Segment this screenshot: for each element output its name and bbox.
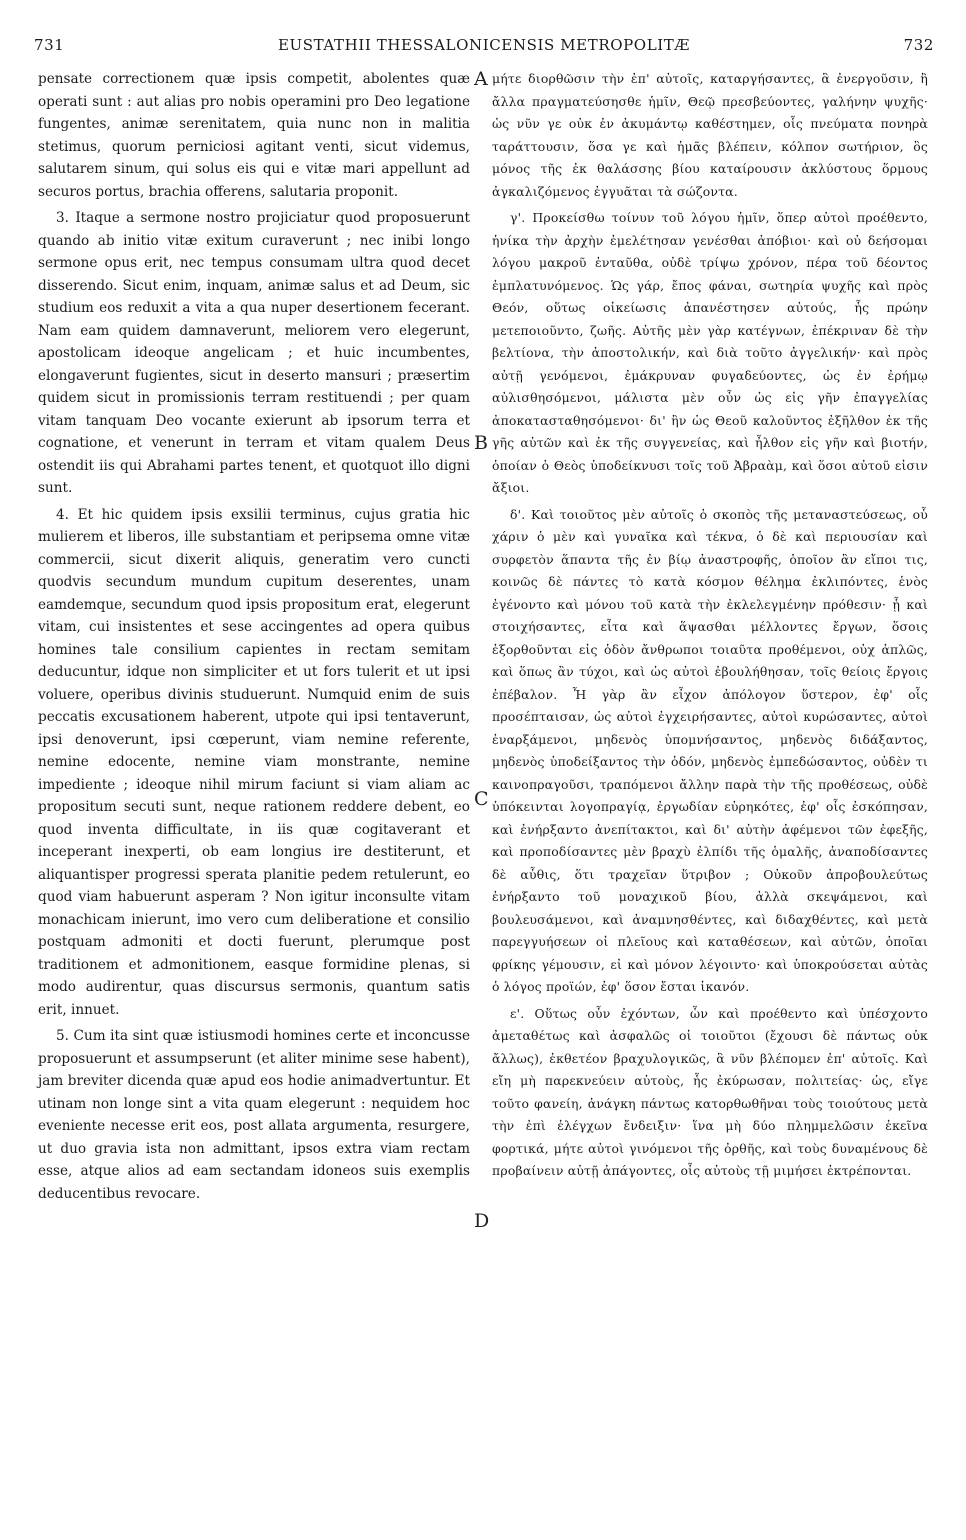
section-marker-c: C	[474, 788, 489, 810]
latin-column	[38, 68, 470, 1209]
greek-paragraph-3: γ'. Προκείσθω τοίνυν τοῦ λόγου ἡμῖν, ὅπερ αὐτοὶ προέθεντο, ἡνίκα τὴν ἀρχὴν ἐμελέτησαν γενέσθαι ἀπόβιοι· καὶ οὐ δεήσομαι λόγου μακροῦ ἐνταῦθα, οὐδὲ τρίψω χρόνον, πέρα τοῦ δέοντος ἐμπλατυνόμενος. Ὡς γάρ, ἔπος φάναι, σωτηρία ψυχῆς καὶ πρὸς Θεόν, οὕτως οἰκείωσις ἀπανέστησεν αὐτούς, ἧς πρώην μετεποιοῦντο, ζωῆς. Αὐτῆς μὲν γὰρ κατέγνων, ἐπέκριναν δὲ τὴν βελτίονα, τὴν ἀποστολικήν, καὶ διὰ τοῦτο ἀγγελικήν· καὶ πρὸς αὐτῇ γενόμενοι, ἐμάκρυναν φυγαδεύοντες, ὡς ἐν ἐρήμῳ αὐλισθησόμενοι, μάλιστα μὲν οὖν ὡς εἰς γῆν ἐπαγγελίας ἀποκατασταθησόμενοι· δι' ἣν ὡς Θεοῦ καλοῦντος ἐξῆλθον ἐκ τῆς γῆς αὐτῶν καὶ ἐκ τῆς συγγενείας, καὶ ἦλθον εἰς γῆν καὶ βιοτήν, ὁποίαν ὁ Θεὸς ὑποδείκνυσι τοῖς τοῦ Ἀβραὰμ, καὶ ὅσοι αὐτοῦ εἰσιν ἄξιοι.	[492, 210, 928, 495]
greek-paragraph-1: μήτε διορθῶσιν τὴν ἐπ' αὐτοῖς, καταργήσαντες, ἃ ἐνεργοῦσιν, ἢ ἄλλα πραγματεύσησθε ἡμῖν, Θεῷ πρεσβεύοντες, γαλήνην ψυχῆς· ὡς νῦν γε οὐκ ἐν ἀκυμάντῳ καθέστημεν, οἷς πνεύματα πονηρὰ ταράττουσιν, ὅσα γε καὶ ἡμᾶς βλέπειν, κόλπον σωτήριον, ὃς μόνος τῆς ἐκ θαλάσσης βίου καταίρουσιν ἀκλύστους ὅρμους ἀγκαλιζόμενος ἐγγυᾶται τὰ σώζοντα.	[492, 71, 928, 199]
greek-paragraph-5: ε'. Οὕτως οὖν ἐχόντων, ὧν καὶ προέθεντο καὶ ὑπέσχοντο ἀμεταθέτως καὶ ἀσφαλῶς οἱ τοιοῦτοι (ἔχουσι δὲ πάντως οὐκ ἄλλως), ἐκθετέον βραχυλογικῶς, ἃ νῦν βλέπομεν ἐπ' αὐτοῖς. Καὶ εἴη μὴ παρεκνεύειν αὐτοὺς, ἧς ἐκύρωσαν, πολιτείας· ὡς, εἴγε τοῦτο φανείη, ἀνάγκη πάντως κατορθωθῆναι τοὺς τοιούτους μετὰ τὴν ἐπὶ ἐλέγχων ἔνδειξιν· ἵνα μὴ δύο πλημμελῶσιν ἐκεῖνα φορτικά, μήτε αὐτοὶ γινόμενοι τῆς ὀρθῆς, καὶ τοὺς δυναμένους δὲ προβαίνειν αὐτῇ ἀπάγοντες, οἷς αὐτοὺς τῇ μιμήσει ἐκτρέπονται.	[492, 1005, 928, 1178]
latin-paragraph-3: 3. Itaque a sermone nostro projiciatur quod proposuerunt quando ab initio vitæ exitum curaverunt ; nec inibi longo sermone opus erit, nec tempus consumam ultra quod decet disserendo. Sicut enim, inquam, animæ salus et ad Deum, sic studium eos reduxit a vita a qua nuper desertionem fecerant. Nam eam quidem damnaverunt, meliorem vero elegerunt, apostolicam ideoque angelicam ; et huic incumbentes, elongaverunt fugientes, sicut in deserto mansuri ; præsertim quidem sicut in promissionis terram restituendi ; per quam vitam tanquam Deo vocante exierunt ab ipsorum terra et cognatione, et venerunt in terram et vitam qualem Deus ostendit iis qui Abrahami partes tenent, et quotquot illo digni sunt.	[38, 210, 470, 496]
latin-paragraph-1: pensate correctionem quæ ipsis competit, abolentes quæ operati sunt : aut alias pro nobis operamini pro Deo legatione fungentes, animæ serenitatem, quia nunc non in malitia stetimus, quorum perniciosi agitant venti, sicut videmus, salutarem sinum, qui solus eis qui e vitæ mari appellunt ad securos portus, brachia offerens, salutaria proponit.	[38, 71, 470, 200]
latin-paragraph-5: 5. Cum ita sint quæ istiusmodi homines certe et inconcusse proposuerunt et assumpserunt (et aliter minime sese habent), jam breviter dicenda quæ apud eos hodie animadvertuntur. Et utinam non longe sint a vita quam elegerunt : nequidem hoc eveniente necesse erit eos, post allata argumenta, resurgere, ut duo gravia ista non admittant, ipsos extra viam rectam esse, atque alios ad eam sectandam idoneos suis exemplis deducentibus revocare.	[38, 1028, 470, 1202]
page-number-left: 731	[34, 36, 65, 54]
running-header	[34, 36, 934, 60]
running-title: EUSTATHII THESSALONICENSIS METROPOLITÆ	[277, 36, 691, 54]
section-marker-a: A	[474, 68, 488, 90]
greek-column	[492, 68, 928, 1187]
section-marker-b: B	[474, 432, 488, 454]
latin-paragraph-4: 4. Et hic quidem ipsis exsilii terminus, cujus gratia hic mulierem et liberos, ille substantiam et peripsema omne vitæ commercii, sicut dixerit aliquis, generatim vero cuncti quodvis secundum mundum cupitum deserentes, unam eamdemque, secundum quod ipsis propositum erat, elegerunt vitam, cui insistentes et sese accingentes ad opera quibus homines tale consilium capientes in rectam semitam deducuntur, idque non simpliciter et ut fors tulerit et ut ipsi voluere, operibus divinis studuerunt. Numquid enim de suis peccatis excusationem haberent, utpote qui ipsi tentaverunt, ipsi denoverunt, ipsi cœperunt, viam nemine referente, nemine edocente, nemine viam monstrante, nemine impediente ; ideoque nihil mirum faciunt si viam aliam ac propositum secuti sunt, neque rationem reddere debent, eo quod inventa difficultate, in iis quæ cogitaverant et inceperant inexperti, ob eam longius ire destiterunt, et aliquantisper progressi sperata planitie pedem retulerunt, eo quod viam habuerunt asperam ? Non igitur inconsulte vitam monachicam inierunt, imo vero cum deliberatione et consilio postquam admoniti et docti fuerunt, plerumque post traditionem et admonitionem, easque formidine plenas, si modo audirentur, quas discursus sermonis, quantum satis erit, innuet.	[38, 506, 470, 1018]
greek-paragraph-4: δ'. Καὶ τοιοῦτος μὲν αὐτοῖς ὁ σκοπὸς τῆς μεταναστεύσεως, οὗ χάριν ὁ μὲν καὶ γυναῖκα καὶ τέκνα, ὁ δὲ καὶ περιουσίαν καὶ συρφετὸν ἅπαντα τῆς ἐν βίῳ ἀναστροφῆς, ὁποῖον ἂν εἴποι τις, κοινῶς δὲ πάντες τὸ κατὰ κόσμον θέλημα ἐκλιπόντες, ἑνὸς ἐγένοντο καὶ μόνου τοῦ κατὰ τὴν ἐκλελεγμένην πρόθεσιν· ᾗ καὶ στοιχήσαντες, εἶτα καὶ ἅψασθαι μέλλοντες ἔργων, ὅσοις ἐξορθοῦνται εἰς ὁδὸν ἄνθρωποι τοιαῦτα προθέμενοι, οὐχ ἁπλῶς, καὶ ὅπως ἂν τύχοι, καὶ ὡς αὐτοὶ ἐβουλήθησαν, τοῖς θείοις ἔργοις ἐπέβαλον. Ἦ γὰρ ἂν εἶχον ἀπόλογον ὕστερον, ἐφ' οἷς προσέπταισαν, ὡς αὐτοὶ ἐγχειρήσαντες, αὐτοὶ κυρώσαντες, αὐτοὶ ἐναρξάμενοι, μηδενὸς ὑπομνήσαντος, μηδενὸς διδάξαντος, μηδενὸς ὑποδείξαντος τὴν ὁδόν, μηδενὸς ἐμπεδώσαντος, οὐδὲν τι καινοπραγοῦσι, τραπόμενοι ἄλλην παρὰ τὴν τῆς προθέσεως, οὐδὲ ὑπόκεινται λογοπραγίᾳ, ἐργωδίαν εὑρηκότες, ἐφ' οἷς ἐσκόπησαν, καὶ ἐνήρξαντο ἀνεπίτακτοι, καὶ δι' αὐτὴν ἀφέμενοι τῶν ἐφεξῆς, καὶ προποδίσαντες μὲν βραχὺ ἐλπίδι τῆς ὁμαλῆς, ἀναποδίσαντες δὲ αὖθις, ὅτι τραχεῖαν ὕτριβον ; Οὐκοῦν ἀπροβουλεύτως ἐνήρξαντο τοῦ μοναχικοῦ βίου, ἀλλὰ σκεψάμενοι, καὶ βουλευσάμενοι, καὶ ἀναμνησθέντες, καὶ διδαχθέντες, καὶ μετὰ παρεγγυήσεων οἱ πλεῖους καὶ καταθέσεων, καὶ αὐτῶν, ὁποῖαι φρίκης γέμουσιν, εἰ καὶ μόνον λέγοιντο· καὶ ὑποκρούσεται αὐτὰς ὁ λόγος προϊών, ἐφ' ὅσον ἔσται ἱκανόν.	[492, 506, 928, 994]
page-number-right: 732	[903, 36, 934, 54]
section-marker-d: D	[474, 1210, 490, 1232]
